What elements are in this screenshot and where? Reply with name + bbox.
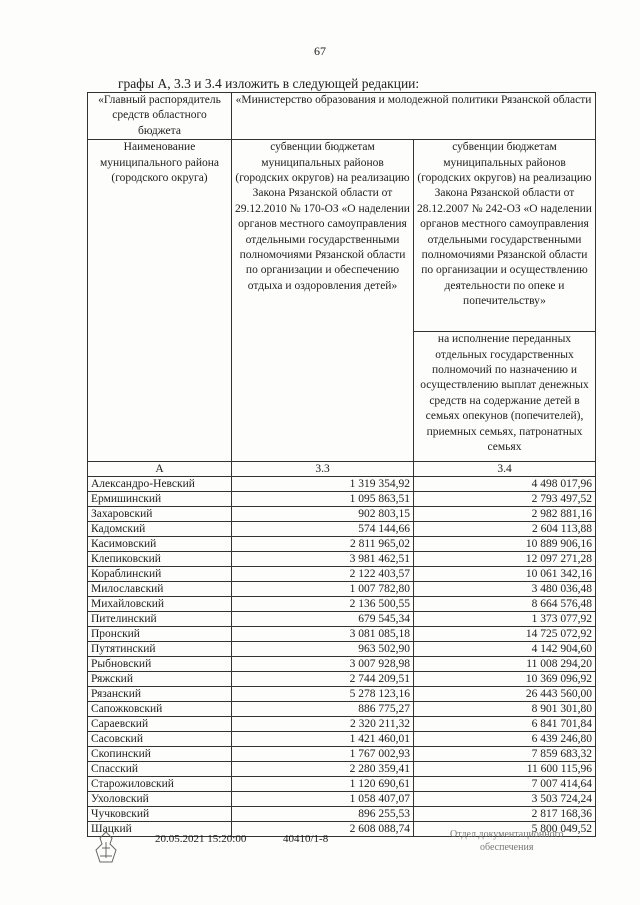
budget-table — [87, 92, 596, 837]
district-name-cell: Михайловский — [88, 597, 232, 612]
district-name-cell: Кораблинский — [88, 567, 232, 582]
col34-value-cell: 6 439 246,80 — [414, 732, 596, 747]
col33-value-cell: 1 058 407,07 — [232, 792, 414, 807]
col34-value-cell: 2 817 168,36 — [414, 807, 596, 822]
col-33-label: 3.3 — [232, 462, 414, 477]
table-row — [88, 552, 596, 567]
col34-value-cell: 11 600 115,96 — [414, 762, 596, 777]
col33-value-cell: 886 775,27 — [232, 702, 414, 717]
table-row — [88, 807, 596, 822]
col33-value-cell: 896 255,53 — [232, 807, 414, 822]
district-name-cell: Шацкий — [88, 822, 232, 837]
col-34-label: 3.4 — [414, 462, 596, 477]
col33-value-cell: 1 319 354,92 — [232, 477, 414, 492]
district-name-cell: Сасовский — [88, 732, 232, 747]
table-row — [88, 627, 596, 642]
table-row — [88, 582, 596, 597]
table-row — [88, 732, 596, 747]
col34-value-cell: 8 664 576,48 — [414, 597, 596, 612]
table-row — [88, 717, 596, 732]
col34-value-cell: 12 097 271,28 — [414, 552, 596, 567]
table-row — [88, 597, 596, 612]
col34-value-cell: 7 007 414,64 — [414, 777, 596, 792]
district-name-cell: Кадомский — [88, 522, 232, 537]
col33-value-cell: 574 144,66 — [232, 522, 414, 537]
col34-value-cell: 2 793 497,52 — [414, 492, 596, 507]
district-name-cell: Ряжский — [88, 672, 232, 687]
district-name-cell: Сараевский — [88, 717, 232, 732]
col34-value-cell: 4 142 904,60 — [414, 642, 596, 657]
district-name-cell: Сапожковский — [88, 702, 232, 717]
table-row — [88, 507, 596, 522]
col34-sub-cell: на исполнение переданных отдельных государственных полномочий по назначению и осуществлению выплат денежных средств на содержание детей в семьях опекунов (попечителей), приемных семьях, патронатных семьях — [414, 332, 596, 462]
district-name-cell: Старожиловский — [88, 777, 232, 792]
col33-value-cell: 1 421 460,01 — [232, 732, 414, 747]
table-row — [88, 567, 596, 582]
district-name-cell: Скопинский — [88, 747, 232, 762]
district-name-cell: Касимовский — [88, 537, 232, 552]
col33-value-cell: 1 120 690,61 — [232, 777, 414, 792]
table-row — [88, 687, 596, 702]
col33-value-cell: 3 981 462,51 — [232, 552, 414, 567]
gr-label-cell: «Главный распорядитель средств областного бюджета — [88, 93, 232, 140]
footer-datetime: 20.05.2021 15:20:00 — [155, 833, 247, 845]
col33-value-cell: 2 320 211,32 — [232, 717, 414, 732]
col34-value-cell: 11 008 294,20 — [414, 657, 596, 672]
district-name-cell: Рязанский — [88, 687, 232, 702]
col34-value-cell: 26 443 560,00 — [414, 687, 596, 702]
table-row — [88, 702, 596, 717]
district-name-cell: Александро-Невский — [88, 477, 232, 492]
col33-value-cell: 3 007 928,98 — [232, 657, 414, 672]
name-label-cell: Наименование муниципального района (городского округа) — [88, 140, 232, 462]
table-row — [88, 747, 596, 762]
col34-value-cell: 14 725 072,92 — [414, 627, 596, 642]
footer-doc-number: 40410/1-8 — [283, 833, 329, 845]
col33-value-cell: 2 136 500,55 — [232, 597, 414, 612]
col33-value-cell: 902 803,15 — [232, 507, 414, 522]
district-name-cell: Ермишинский — [88, 492, 232, 507]
district-name-cell: Ухоловский — [88, 792, 232, 807]
district-name-cell: Путятинский — [88, 642, 232, 657]
district-name-cell: Пителинский — [88, 612, 232, 627]
district-name-cell: Захаровский — [88, 507, 232, 522]
col33-value-cell: 1 007 782,80 — [232, 582, 414, 597]
table-row — [88, 477, 596, 492]
col34-value-cell: 5 800 049,52 — [414, 822, 596, 837]
department-stamp — [450, 828, 563, 854]
district-name-cell: Чучковский — [88, 807, 232, 822]
col34-value-cell: 7 859 683,32 — [414, 747, 596, 762]
col33-value-cell: 1 767 002,93 — [232, 747, 414, 762]
col33-value-cell: 963 502,90 — [232, 642, 414, 657]
table-row — [88, 762, 596, 777]
emblem-icon — [90, 828, 122, 868]
gr-value-cell: «Министерство образования и молодежной политики Рязанской области — [232, 93, 596, 140]
col34-value-cell: 10 369 096,92 — [414, 672, 596, 687]
col34-value-cell: 2 604 113,88 — [414, 522, 596, 537]
col33-value-cell: 3 081 085,18 — [232, 627, 414, 642]
col34-desc-cell: субвенции бюджетам муниципальных районов (городских округов) на реализацию Закона Рязанской области от 28.12.2007 № 242-ОЗ «О наделении органов местного самоуправления отдельными государственными полномочиями Рязанской области по организации и осуществлению деятельности по опеке и попечительству» — [414, 140, 596, 332]
table-row — [88, 537, 596, 552]
col34-value-cell: 3 480 036,48 — [414, 582, 596, 597]
col33-desc-cell: субвенции бюджетам муниципальных районов (городских округов) на реализацию Закона Рязанской области от 29.12.2010 № 170-ОЗ «О наделении органов местного самоуправления отдельными государственными полномочиями Рязанской области по организации и обеспечению отдыха и оздоровления детей» — [232, 140, 414, 462]
col33-value-cell: 2 744 209,51 — [232, 672, 414, 687]
col34-value-cell: 10 889 906,16 — [414, 537, 596, 552]
col33-value-cell: 5 278 123,16 — [232, 687, 414, 702]
district-name-cell: Спасский — [88, 762, 232, 777]
col33-value-cell: 2 811 965,02 — [232, 537, 414, 552]
col34-value-cell: 6 841 701,84 — [414, 717, 596, 732]
col33-value-cell: 1 095 863,51 — [232, 492, 414, 507]
stamp-line-2: обеспечения — [480, 842, 534, 853]
col34-value-cell: 4 498 017,96 — [414, 477, 596, 492]
col34-value-cell: 3 503 724,24 — [414, 792, 596, 807]
stamp-line-1: Отдел документационного — [450, 829, 564, 840]
page-number: 67 — [314, 44, 326, 58]
district-name-cell: Клепиковский — [88, 552, 232, 567]
district-name-cell: Милославский — [88, 582, 232, 597]
col33-value-cell: 2 280 359,41 — [232, 762, 414, 777]
district-name-cell: Пронский — [88, 627, 232, 642]
district-name-cell: Рыбновский — [88, 657, 232, 672]
col-a-label: А — [88, 462, 232, 477]
table-row — [88, 612, 596, 627]
table-row — [88, 672, 596, 687]
table-row — [88, 642, 596, 657]
col33-value-cell: 679 545,34 — [232, 612, 414, 627]
col33-value-cell: 2 608 088,74 — [232, 822, 414, 837]
table-row — [88, 777, 596, 792]
table-row — [88, 657, 596, 672]
col34-value-cell: 8 901 301,80 — [414, 702, 596, 717]
col33-value-cell: 2 122 403,57 — [232, 567, 414, 582]
table-row — [88, 792, 596, 807]
intro-text: графы А, 3.3 и 3.4 изложить в следующей редакции: — [118, 76, 420, 91]
col34-value-cell: 2 982 881,16 — [414, 507, 596, 522]
col34-value-cell: 1 373 077,92 — [414, 612, 596, 627]
table-row — [88, 522, 596, 537]
col34-value-cell: 10 061 342,16 — [414, 567, 596, 582]
table-row — [88, 492, 596, 507]
